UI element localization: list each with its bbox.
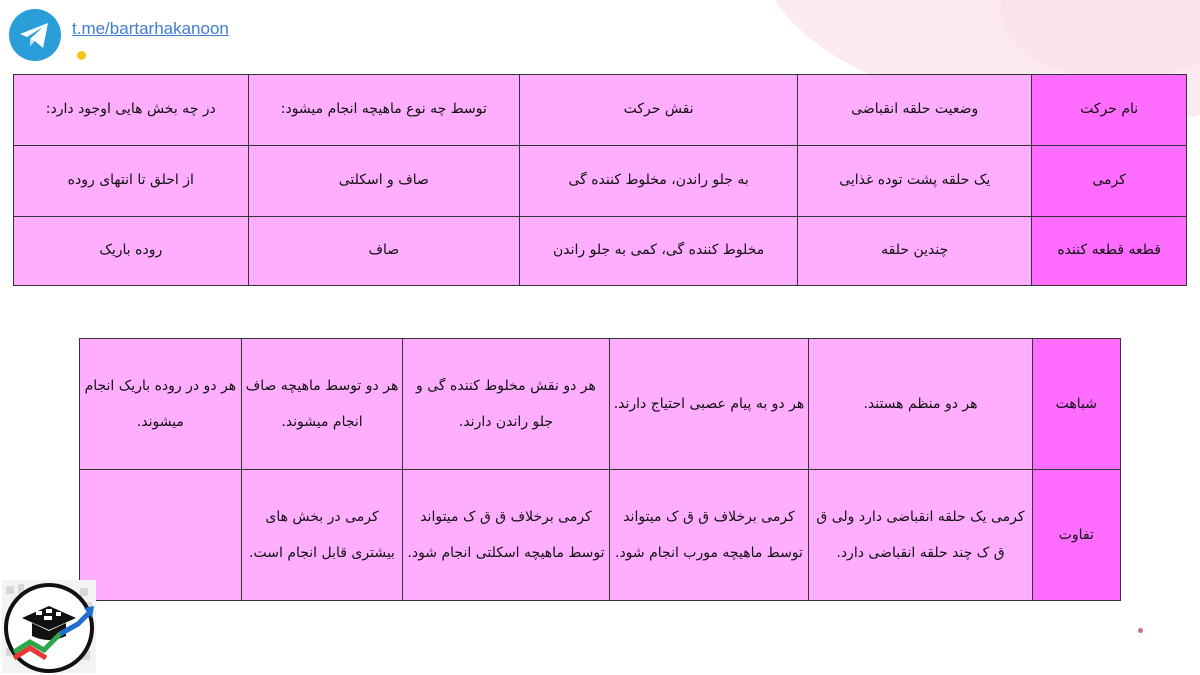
- table-row: [80, 470, 1121, 601]
- table-cell: به جلو راندن، مخلوط کننده گی: [520, 146, 798, 217]
- header-cell-muscle-type: توسط چه نوع ماهیچه انجام میشود:: [248, 75, 519, 146]
- header-cell-ring-status: وضعیت حلقه انقباضی: [798, 75, 1032, 146]
- table-row: [14, 146, 1187, 217]
- table-row: [14, 217, 1187, 286]
- decorative-dot: [1138, 628, 1143, 633]
- table-cell: یک حلقه پشت توده غذایی: [798, 146, 1032, 217]
- table-cell: کرمی برخلاف ق ق ک میتواند توسط ماهیچه مورب انجام شود.: [609, 470, 809, 601]
- header-cell-movement-name: نام حرکت: [1032, 75, 1187, 146]
- channel-link[interactable]: t.me/bartarhakanoon: [72, 19, 229, 38]
- movement-comparison-table: [13, 74, 1187, 286]
- table-cell: کرمی در بخش های بیشتری قابل انجام است.: [241, 470, 403, 601]
- table-cell: کرمی یک حلقه انقباضی دارد ولی ق ق ک چند حلقه انقباضی دارد.: [809, 470, 1032, 601]
- table-cell: چندین حلقه: [798, 217, 1032, 286]
- graduation-cap-growth-logo: [0, 578, 98, 675]
- header-cell-location: در چه بخش هایی اوجود دارد:: [14, 75, 249, 146]
- row-label-cell: کرمی: [1032, 146, 1187, 217]
- yellow-dot: [77, 51, 86, 60]
- table-cell: صاف: [248, 217, 519, 286]
- table-cell: هر دو نقش مخلوط کننده گی و جلو راندن دارند.: [403, 339, 609, 470]
- table-header-row: [14, 75, 1187, 146]
- table-cell: هر دو توسط ماهیچه صاف انجام میشوند.: [241, 339, 403, 470]
- table-cell: روده باریک: [14, 217, 249, 286]
- table-cell: هر دو منظم هستند.: [809, 339, 1032, 470]
- table-cell: هر دو به پیام عصبی احتیاج دارند.: [609, 339, 809, 470]
- table-row: [80, 339, 1121, 470]
- table-cell: از احلق تا انتهای روده: [14, 146, 249, 217]
- row-label-cell: تفاوت: [1032, 470, 1120, 601]
- table-cell: هر دو در روده باریک انجام میشوند.: [80, 339, 242, 470]
- table-cell: صاف و اسکلتی: [248, 146, 519, 217]
- header-cell-role: نقش حرکت: [520, 75, 798, 146]
- similarity-difference-table: [79, 338, 1121, 601]
- table-cell: کرمی برخلاف ق ق ک میتواند توسط ماهیچه اسکلتی انجام شود.: [403, 470, 609, 601]
- row-label-cell: شباهت: [1032, 339, 1120, 470]
- table-cell: مخلوط کننده گی، کمی به جلو راندن: [520, 217, 798, 286]
- row-label-cell: قطعه قطعه کننده: [1032, 217, 1187, 286]
- table-cell: [80, 470, 242, 601]
- telegram-icon[interactable]: [8, 8, 62, 62]
